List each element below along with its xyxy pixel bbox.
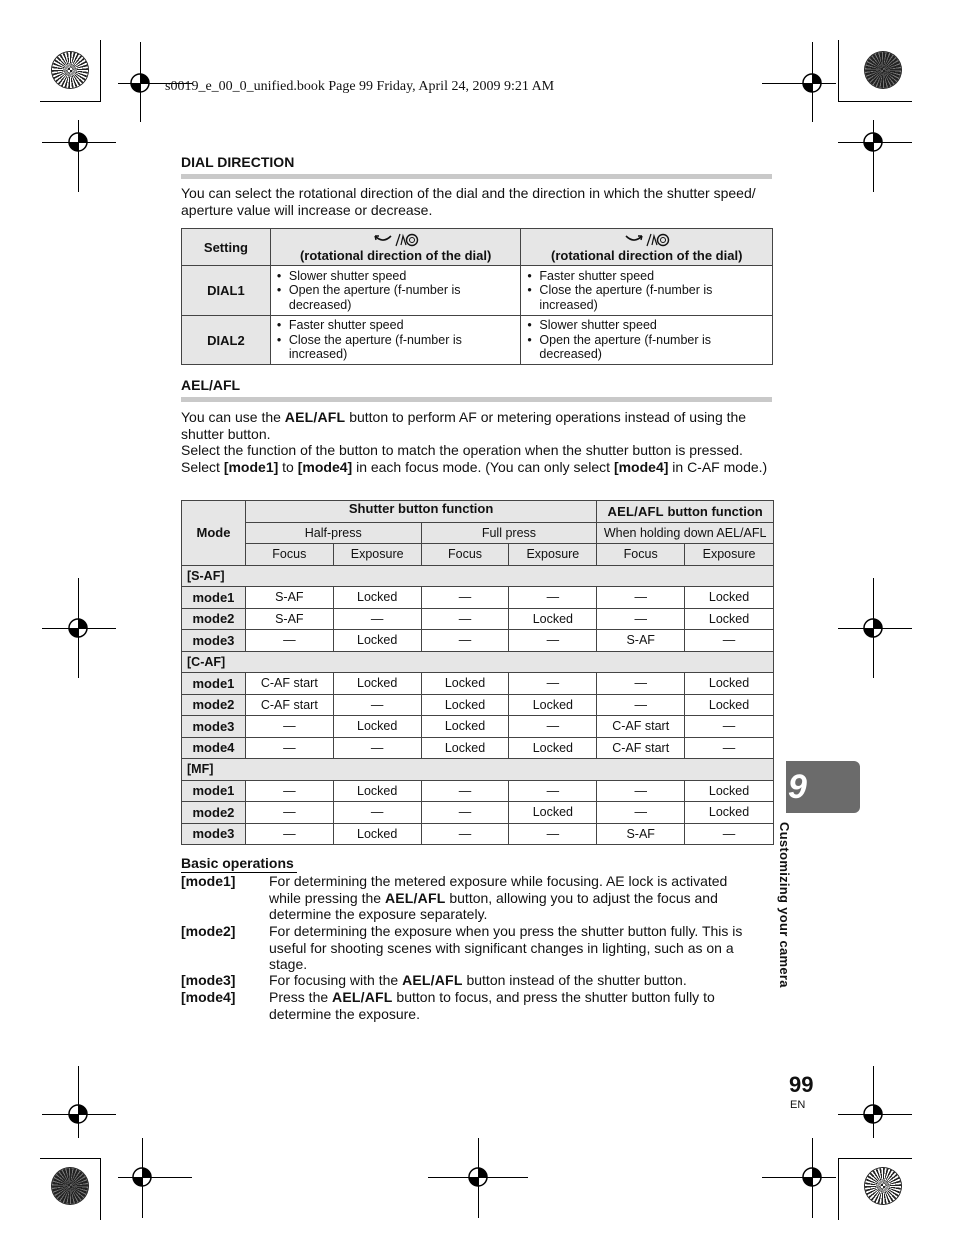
table-cell: — <box>685 737 774 759</box>
table-cell: — <box>421 630 509 652</box>
crosshair-icon <box>123 66 157 100</box>
table-cell: Locked <box>509 608 597 630</box>
list-item: • Open the aperture (f-number is decreased) <box>527 333 772 362</box>
table-row <box>182 716 774 738</box>
text-fragment: Select <box>181 458 224 475</box>
table-cell: S-AF <box>597 630 685 652</box>
table-cell: S-AF <box>245 587 333 609</box>
mode1-description <box>181 873 761 923</box>
text-fragment: Press the <box>269 989 333 1005</box>
dial1-b-cell <box>521 266 773 316</box>
table-cell: Locked <box>509 737 597 759</box>
table-cell: — <box>597 673 685 695</box>
mode-label: mode4 <box>182 737 246 759</box>
ael-intro-post: button to perform AF or metering operations instead of using the shutter button. <box>181 409 747 442</box>
table-cell: Locked <box>685 608 774 630</box>
table-cell: — <box>421 780 509 802</box>
table-cell: — <box>597 694 685 716</box>
table-cell: — <box>421 587 509 609</box>
rotation-direction-label: (rotational direction of the dial) <box>299 247 492 263</box>
dial-direction-b-header <box>521 229 773 266</box>
text-fragment: button, allowing you to adjust the focus and determine the exposure separately. <box>269 889 718 922</box>
list-item: • Slower shutter speed <box>527 318 772 333</box>
table-row <box>182 780 774 802</box>
crosshair-icon <box>856 1097 890 1131</box>
table-cell: Locked <box>685 587 774 609</box>
text-fragment: button instead of the shutter button. <box>462 972 687 988</box>
table-cell: S-AF <box>245 608 333 630</box>
dial2-a-cell <box>270 316 521 365</box>
text-fragment: in C-AF mode.) <box>668 458 768 475</box>
dial-rotation-right-icon <box>624 232 670 248</box>
mode-label: mode3 <box>182 823 246 845</box>
table-cell: Locked <box>421 694 509 716</box>
mode-ref: [mode4] <box>297 458 353 475</box>
table-cell: — <box>245 630 333 652</box>
table-cell: Locked <box>421 673 509 695</box>
half-press-header: Half-press <box>245 522 421 544</box>
mode-label: mode1 <box>182 587 246 609</box>
mode2-description <box>181 923 761 973</box>
mode3-description <box>181 972 761 989</box>
table-cell: — <box>421 608 509 630</box>
table-row <box>182 630 774 652</box>
mode-label: mode3 <box>182 716 246 738</box>
book-info-header: s0019_e_00_0_unified.book Page 99 Friday, April 24, 2009 9:21 AM <box>165 79 555 94</box>
crosshair-icon <box>61 125 95 159</box>
focus-header: Focus <box>597 544 685 566</box>
table-row <box>182 694 774 716</box>
mode4-term: [mode4] <box>181 989 236 1005</box>
list-item: • Open the aperture (f-number is decreased) <box>277 283 521 312</box>
table-cell: — <box>245 823 333 845</box>
ael-intro-pre: You can use the <box>181 409 285 425</box>
table-cell: — <box>509 823 597 845</box>
shutter-function-header: Shutter button function <box>245 501 596 523</box>
crosshair-icon <box>61 1097 95 1131</box>
dial2-label: DIAL2 <box>182 316 271 365</box>
crosshair-icon <box>795 1160 829 1194</box>
list-item: • Slower shutter speed <box>277 269 521 284</box>
text-fragment: in each focus mode. (You can only select <box>352 458 614 475</box>
table-cell: — <box>333 802 421 824</box>
mode3-term: [mode3] <box>181 972 236 988</box>
table-cell: — <box>421 823 509 845</box>
table-row <box>182 673 774 695</box>
table-row <box>182 587 774 609</box>
table-cell: C-AF start <box>597 716 685 738</box>
table-cell: Locked <box>333 673 421 695</box>
ael-intro-text <box>181 409 776 475</box>
table-cell: Locked <box>509 694 597 716</box>
exposure-header: Exposure <box>685 544 774 566</box>
dial-direction-a-header <box>270 229 521 266</box>
dial-direction-table <box>181 228 773 365</box>
mode2-term: [mode2] <box>181 923 236 939</box>
focus-section-header: [S-AF] <box>182 565 774 587</box>
table-cell: Locked <box>685 673 774 695</box>
chapter-side-label <box>777 822 807 998</box>
exposure-header: Exposure <box>509 544 597 566</box>
table-cell: — <box>597 802 685 824</box>
crosshair-icon <box>795 66 829 100</box>
table-cell: Locked <box>333 780 421 802</box>
table-cell: — <box>509 673 597 695</box>
mode-header: Mode <box>182 501 246 566</box>
table-cell: — <box>685 823 774 845</box>
chapter-tab: 9 <box>786 761 860 813</box>
text-fragment: For focusing with the <box>269 972 403 988</box>
crosshair-icon <box>856 125 890 159</box>
mode-table-body <box>182 565 774 845</box>
table-cell: — <box>597 608 685 630</box>
mode-label: mode1 <box>182 673 246 695</box>
mode-label: mode2 <box>182 802 246 824</box>
ael-afl-button-label: AEL/AFL <box>402 972 463 988</box>
list-item: • Close the aperture (f-number is increased) <box>527 283 772 312</box>
registration-star-icon <box>865 52 901 88</box>
registration-star-icon <box>52 52 88 88</box>
text-fragment: button to focus, and press the shutter button fully to determine the exposure. <box>269 989 715 1022</box>
ael-afl-heading: AEL/AFL <box>181 377 241 393</box>
ael-afl-button-label: AEL/AFL <box>284 409 346 425</box>
setting-header: Setting <box>182 229 271 266</box>
ael-function-header <box>597 501 774 523</box>
table-cell: — <box>597 587 685 609</box>
mode1-term: [mode1] <box>181 873 236 889</box>
table-cell: Locked <box>421 737 509 759</box>
table-cell: — <box>333 694 421 716</box>
table-cell: Locked <box>685 802 774 824</box>
crosshair-icon <box>856 611 890 645</box>
text-fragment: button function <box>663 503 763 519</box>
ael-select-text: Select the function of the button to match the operation when the shutter button is pressed. <box>181 442 743 458</box>
basic-operations-heading <box>181 855 294 871</box>
table-cell: — <box>245 780 333 802</box>
ael-afl-mode-table <box>181 500 774 845</box>
holding-header: When holding down AEL/AFL <box>597 522 774 544</box>
focus-header: Focus <box>245 544 333 566</box>
text-fragment: to <box>278 458 298 475</box>
mode4-description <box>181 989 761 1022</box>
table-cell: Locked <box>333 630 421 652</box>
text-fragment: For determining the metered exposure while focusing. AE lock is activated while pressing the <box>269 873 728 906</box>
list-item: • Faster shutter speed <box>277 318 521 333</box>
table-row <box>182 608 774 630</box>
table-cell: Locked <box>685 780 774 802</box>
table-cell: C-AF start <box>245 673 333 695</box>
table-row <box>182 823 774 845</box>
registration-star-icon <box>52 1168 88 1204</box>
table-cell: — <box>509 587 597 609</box>
table-cell: Locked <box>333 716 421 738</box>
focus-section-header: [C-AF] <box>182 651 774 673</box>
table-cell: Locked <box>333 587 421 609</box>
mode-label: mode3 <box>182 630 246 652</box>
list-item: • Close the aperture (f-number is increased) <box>277 333 521 362</box>
table-cell: — <box>509 716 597 738</box>
focus-header: Focus <box>421 544 509 566</box>
language-code: EN <box>790 1099 806 1111</box>
full-press-header: Full press <box>421 522 597 544</box>
table-cell: — <box>421 802 509 824</box>
table-cell: — <box>685 630 774 652</box>
crosshair-icon <box>61 611 95 645</box>
crosshair-icon <box>461 1160 495 1194</box>
mode-ref: [mode1] <box>223 458 279 475</box>
table-cell: — <box>245 802 333 824</box>
definition-text: For determining the exposure when you press the shutter button fully. This is useful for shooting scenes with significant changes in lighting, such as on a stage. <box>269 923 743 972</box>
dial-direction-heading: DIAL DIRECTION <box>181 154 295 170</box>
dial1-label: DIAL1 <box>182 266 271 316</box>
heading-rule <box>181 397 772 402</box>
table-cell: — <box>509 780 597 802</box>
focus-section-header: [MF] <box>182 759 774 781</box>
heading-text: Basic operations <box>181 855 294 871</box>
table-cell: — <box>333 608 421 630</box>
dial-intro-text: You can select the rotational direction of the dial and the direction in which the shutter speed/ aperture value will increase or decrease. <box>181 185 756 218</box>
table-cell: Locked <box>421 716 509 738</box>
table-row <box>182 737 774 759</box>
crosshair-icon <box>125 1160 159 1194</box>
registration-star-icon <box>865 1168 901 1204</box>
ael-afl-button-label: AEL/AFL <box>607 503 664 519</box>
mode-label: mode2 <box>182 694 246 716</box>
table-cell: — <box>245 716 333 738</box>
table-cell: — <box>245 737 333 759</box>
ael-afl-button-label: AEL/AFL <box>332 989 393 1005</box>
table-cell: Locked <box>333 823 421 845</box>
table-cell: — <box>685 716 774 738</box>
table-cell: S-AF <box>597 823 685 845</box>
list-item: • Faster shutter speed <box>527 269 772 284</box>
table-cell: C-AF start <box>597 737 685 759</box>
mode-label: mode2 <box>182 608 246 630</box>
mode-ref: [mode4] <box>613 458 669 475</box>
page-number: 99 <box>789 1072 814 1097</box>
table-cell: — <box>509 630 597 652</box>
heading-rule <box>181 174 772 179</box>
dial1-a-cell <box>270 266 521 316</box>
mode-label: mode1 <box>182 780 246 802</box>
rotation-direction-label: (rotational direction of the dial) <box>551 247 743 263</box>
dial-rotation-left-icon <box>373 232 419 248</box>
table-row <box>182 802 774 824</box>
table-cell: C-AF start <box>245 694 333 716</box>
table-cell: — <box>597 780 685 802</box>
exposure-header: Exposure <box>333 544 421 566</box>
table-cell: Locked <box>509 802 597 824</box>
table-cell: — <box>333 737 421 759</box>
ael-afl-button-label: AEL/AFL <box>384 889 446 906</box>
side-label-text: Customizing your camera <box>777 822 792 988</box>
dial2-b-cell <box>521 316 773 365</box>
table-cell: Locked <box>685 694 774 716</box>
